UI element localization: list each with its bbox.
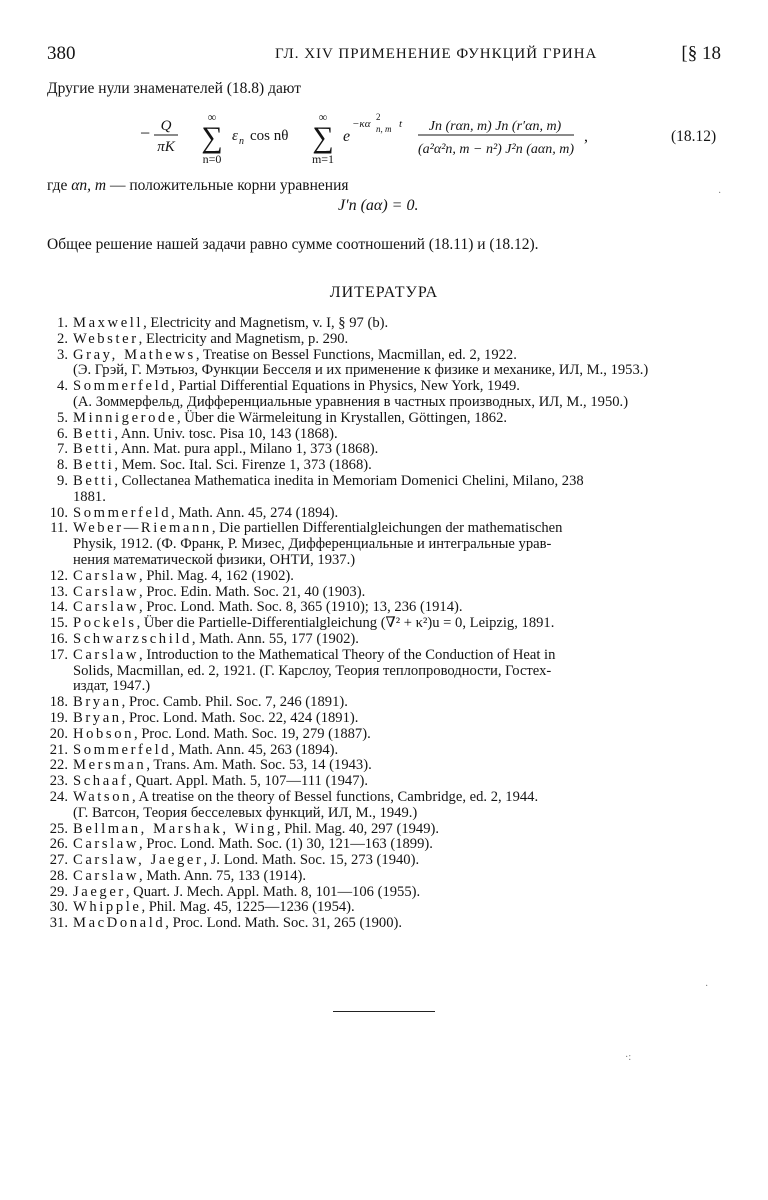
- root-equation-text: J′n (aα) = 0.: [338, 197, 419, 214]
- section-marker: [§ 18: [681, 43, 721, 64]
- reference-item: [46, 900, 726, 916]
- where-line: [47, 177, 349, 195]
- reference-text: , Partial Differential Equations in Physics, New York, 1949.: [171, 378, 520, 395]
- reference-text: , Proc. Lond. Math. Soc. 8, 365 (1910); 13, 236 (1914).: [139, 599, 463, 616]
- reference-author: Carslaw, Jaeger: [73, 852, 204, 869]
- reference-text: , Trans. Am. Math. Soc. 53, 14 (1943).: [146, 757, 372, 774]
- page-number: 380: [47, 43, 76, 64]
- reference-number: 22.: [49, 757, 68, 774]
- reference-item: [46, 316, 726, 332]
- reference-number: 8.: [57, 457, 68, 474]
- reference-number: 18.: [49, 694, 68, 711]
- reference-author: Sommerfeld: [73, 378, 172, 395]
- exp-base: e: [343, 128, 351, 145]
- sum1-lower: n=0: [202, 152, 222, 166]
- reference-number: 16.: [49, 630, 68, 647]
- reference-number: 5.: [57, 409, 68, 426]
- references-list: [46, 316, 726, 932]
- frac2-denominator: (a²α²n, m − n²) J²n (aαn, m): [417, 142, 575, 157]
- equation-number: (18.12): [671, 128, 717, 145]
- sum2-lower: m=1: [311, 152, 335, 166]
- reference-text: , Electricity and Magnetism, v. I, § 97 (b).: [143, 315, 389, 331]
- reference-text: , Quart. J. Mech. Appl. Math. 8, 101—106 (1955).: [125, 883, 421, 900]
- reference-number: 28.: [49, 867, 68, 884]
- reference-author: Whipple: [73, 899, 142, 916]
- reference-author: Carslaw: [73, 583, 140, 600]
- exp-time: t: [399, 118, 403, 130]
- reference-item: [46, 916, 726, 932]
- reference-text: , Phil. Mag. 45, 1225—1236 (1954).: [141, 899, 355, 916]
- reference-number: 13.: [49, 583, 68, 600]
- reference-number: 14.: [49, 599, 68, 616]
- reference-number: 6.: [57, 425, 68, 442]
- reference-author: Watson: [73, 788, 133, 805]
- reference-item: [46, 411, 726, 427]
- reference-text: , J. Lond. Math. Soc. 15, 273 (1940).: [203, 852, 420, 869]
- reference-text: , Collectanea Mathematica inedita in Memoriam Domenici Chelini, Milano, 238: [114, 472, 584, 489]
- reference-item: [46, 379, 726, 411]
- reference-item: [46, 743, 726, 759]
- references-heading: ЛИТЕРАТУРА: [329, 284, 439, 301]
- reference-text: , Phil. Mag. 4, 162 (1902).: [139, 567, 294, 584]
- reference-author: Bryan: [73, 694, 122, 711]
- reference-number: 19.: [49, 709, 68, 726]
- reference-number: 24.: [49, 788, 68, 805]
- reference-number: 25.: [49, 820, 68, 837]
- root-equation: [338, 197, 448, 231]
- reference-number: 21.: [49, 741, 68, 758]
- reference-author: Pockels: [73, 615, 137, 632]
- reference-continuation: издат, 1947.): [73, 678, 151, 695]
- page-header: [47, 43, 721, 67]
- reference-text: , Über die Wärmeleitung in Krystallen, Göttingen, 1862.: [176, 409, 508, 426]
- reference-item: [46, 648, 726, 695]
- reference-author: Bellman, Marshak, Wing: [73, 820, 277, 837]
- where-prefix: где: [47, 177, 68, 194]
- reference-item: [46, 758, 726, 774]
- reference-item: [46, 521, 726, 568]
- scan-speck: ·:: [625, 1052, 632, 1063]
- reference-author: Schwarzschild: [73, 630, 192, 647]
- reference-number: 2.: [57, 330, 68, 347]
- reference-text: , Proc. Edin. Math. Soc. 21, 40 (1903).: [139, 583, 366, 600]
- reference-text: , Electricity and Magnetism, p. 290.: [138, 330, 349, 347]
- reference-item: [46, 885, 726, 901]
- reference-item: [46, 585, 726, 601]
- reference-text: , Proc. Lond. Math. Soc. (1) 30, 121—163 (1899).: [139, 836, 433, 853]
- formula-minus: −: [140, 123, 151, 143]
- reference-text: , Über die Partielle-Differentialgleichung (∇² + κ²)u = 0, Leipzig, 1891.: [136, 615, 555, 632]
- reference-text: , Math. Ann. 55, 177 (1902).: [191, 630, 359, 647]
- reference-text: , A treatise on the theory of Bessel functions, Cambridge, ed. 2, 1944.: [132, 788, 539, 805]
- reference-text: , Quart. Appl. Math. 5, 107—111 (1947).: [128, 773, 369, 790]
- eps-term: ε: [232, 128, 238, 144]
- reference-item: [46, 569, 726, 585]
- where-symbol: αn, m: [71, 177, 107, 194]
- reference-item: [46, 774, 726, 790]
- reference-item: [46, 853, 726, 869]
- reference-text: , Ann. Univ. tosc. Pisa 10, 143 (1868).: [114, 425, 338, 442]
- reference-number: 3.: [57, 346, 68, 363]
- reference-item: [46, 506, 726, 522]
- exp-square: 2: [376, 112, 381, 122]
- reference-number: 26.: [49, 836, 68, 853]
- reference-item: [46, 790, 726, 822]
- running-title: ГЛ. XIV ПРИМЕНЕНИЕ ФУНКЦИЙ ГРИНА: [275, 46, 598, 62]
- reference-continuation: (Э. Грэй, Г. Мэтьюз, Функции Бесселя и их применение к физике и механике, ИЛ, М., 1953.): [73, 362, 649, 379]
- frac1-denominator: πK: [157, 139, 175, 155]
- reference-number: 29.: [49, 883, 68, 900]
- reference-continuation: 1881.: [73, 488, 106, 505]
- reference-author: Gray, Mathews: [73, 346, 196, 363]
- conclusion-line: Общее решение нашей задачи равно сумме соотношений (18.11) и (18.12).: [47, 236, 539, 253]
- reference-author: Betti: [73, 472, 115, 489]
- reference-text: , Treatise on Bessel Functions, Macmillan, ed. 2, 1922.: [195, 346, 517, 363]
- reference-number: 9.: [57, 472, 68, 489]
- reference-item: [46, 332, 726, 348]
- reference-continuation: Physik, 1912. (Ф. Франк, Р. Мизес, Дифференциальные и интегральные урав-: [73, 536, 552, 553]
- reference-author: Schaaf: [73, 773, 129, 790]
- reference-author: Minnigerode: [73, 409, 177, 426]
- reference-item: [46, 616, 726, 632]
- reference-text: , Proc. Lond. Math. Soc. 31, 265 (1900).: [165, 915, 403, 932]
- reference-author: Betti: [73, 425, 115, 442]
- reference-text: , Proc. Lond. Math. Soc. 19, 279 (1887).: [134, 725, 371, 742]
- formula-comma: ,: [584, 128, 588, 145]
- eps-sub: n: [239, 136, 244, 147]
- exp-power: −κα: [352, 118, 371, 130]
- reference-item: [46, 822, 726, 838]
- reference-item: [46, 600, 726, 616]
- reference-author: MacDonald: [73, 915, 166, 932]
- reference-text: , Mem. Soc. Ital. Sci. Firenze 1, 373 (1868).: [114, 457, 372, 474]
- sum1-upper: ∞: [207, 110, 217, 124]
- frac1-numerator: Q: [160, 118, 172, 134]
- reference-text: , Die partiellen Differentialgleichungen der mathematischen: [211, 520, 563, 537]
- reference-author: Carslaw: [73, 599, 140, 616]
- reference-number: 10.: [49, 504, 68, 521]
- reference-author: Webster: [73, 330, 139, 347]
- reference-author: Betti: [73, 457, 115, 474]
- reference-author: Hobson: [73, 725, 135, 742]
- reference-number: 30.: [49, 899, 68, 916]
- reference-item: [46, 711, 726, 727]
- reference-number: 20.: [49, 725, 68, 742]
- reference-number: 1.: [57, 315, 68, 331]
- reference-item: [46, 474, 726, 506]
- reference-continuation: Solids, Macmillan, ed. 2, 1921. (Г. Карслоу, Теория теплопроводности, Гостех-: [73, 662, 552, 679]
- reference-continuation: (А. Зоммерфельд, Дифференциальные уравнения в частных производных, ИЛ, М., 1950.): [73, 393, 629, 410]
- reference-author: Sommerfeld: [73, 504, 172, 521]
- reference-text: , Math. Ann. 45, 274 (1894).: [171, 504, 339, 521]
- reference-author: Weber—Riemann: [73, 520, 212, 537]
- reference-author: Betti: [73, 441, 115, 458]
- reference-author: Carslaw: [73, 836, 140, 853]
- reference-number: 4.: [57, 378, 68, 395]
- reference-number: 15.: [49, 615, 68, 632]
- reference-number: 17.: [49, 646, 68, 663]
- exp-subscript: n, m: [376, 124, 392, 134]
- reference-item: [46, 695, 726, 711]
- reference-item: [46, 837, 726, 853]
- sum2-upper: ∞: [318, 110, 328, 124]
- scan-speck: ·: [705, 981, 709, 992]
- reference-item: [46, 727, 726, 743]
- frac2-numerator: Jn (rαn, m) Jn (r′αn, m): [428, 119, 562, 134]
- reference-author: Jaeger: [73, 883, 126, 900]
- reference-author: Carslaw: [73, 567, 140, 584]
- reference-item: [46, 442, 726, 458]
- reference-number: 27.: [49, 852, 68, 869]
- reference-continuation: (Г. Ватсон, Теория бесселевых функций, ИЛ, М., 1949.): [73, 804, 418, 821]
- intro-line: Другие нули знаменателей (18.8) дают: [47, 80, 301, 97]
- reference-item: [46, 427, 726, 443]
- reference-author: Carslaw: [73, 867, 140, 884]
- reference-number: 23.: [49, 773, 68, 790]
- cos-term: cos nθ: [250, 128, 289, 144]
- reference-text: , Math. Ann. 75, 133 (1914).: [139, 867, 307, 884]
- reference-item: [46, 869, 726, 885]
- reference-continuation: нения математической физики, ОНТИ, 1937.): [73, 551, 356, 568]
- sum1-sigma: ∑: [201, 121, 223, 154]
- reference-text: , Introduction to the Mathematical Theory of the Conduction of Heat in: [139, 646, 556, 663]
- sum2-sigma: ∑: [312, 121, 334, 154]
- end-rule: [333, 1011, 435, 1012]
- reference-text: , Phil. Mag. 40, 297 (1949).: [276, 820, 440, 837]
- reference-item: [46, 348, 726, 380]
- reference-number: 31.: [49, 915, 68, 932]
- reference-author: Mersman: [73, 757, 147, 774]
- reference-text: , Ann. Mat. pura appl., Milano 1, 373 (1868).: [114, 441, 379, 458]
- reference-author: Maxwell: [73, 315, 144, 331]
- reference-text: , Math. Ann. 45, 263 (1894).: [171, 741, 339, 758]
- reference-number: 11.: [50, 520, 68, 537]
- where-text: — положительные корни уравнения: [109, 177, 349, 194]
- reference-author: Carslaw: [73, 646, 140, 663]
- reference-number: 7.: [57, 441, 68, 458]
- reference-author: Sommerfeld: [73, 741, 172, 758]
- formula-18-12: [140, 105, 725, 177]
- scan-speck: ·: [718, 188, 722, 199]
- reference-number: 12.: [49, 567, 68, 584]
- reference-item: [46, 458, 726, 474]
- reference-item: [46, 632, 726, 648]
- reference-author: Bryan: [73, 709, 122, 726]
- reference-text: , Proc. Camb. Phil. Soc. 7, 246 (1891).: [121, 694, 348, 711]
- formula-graphic: [140, 105, 640, 177]
- reference-text: , Proc. Lond. Math. Soc. 22, 424 (1891).: [121, 709, 359, 726]
